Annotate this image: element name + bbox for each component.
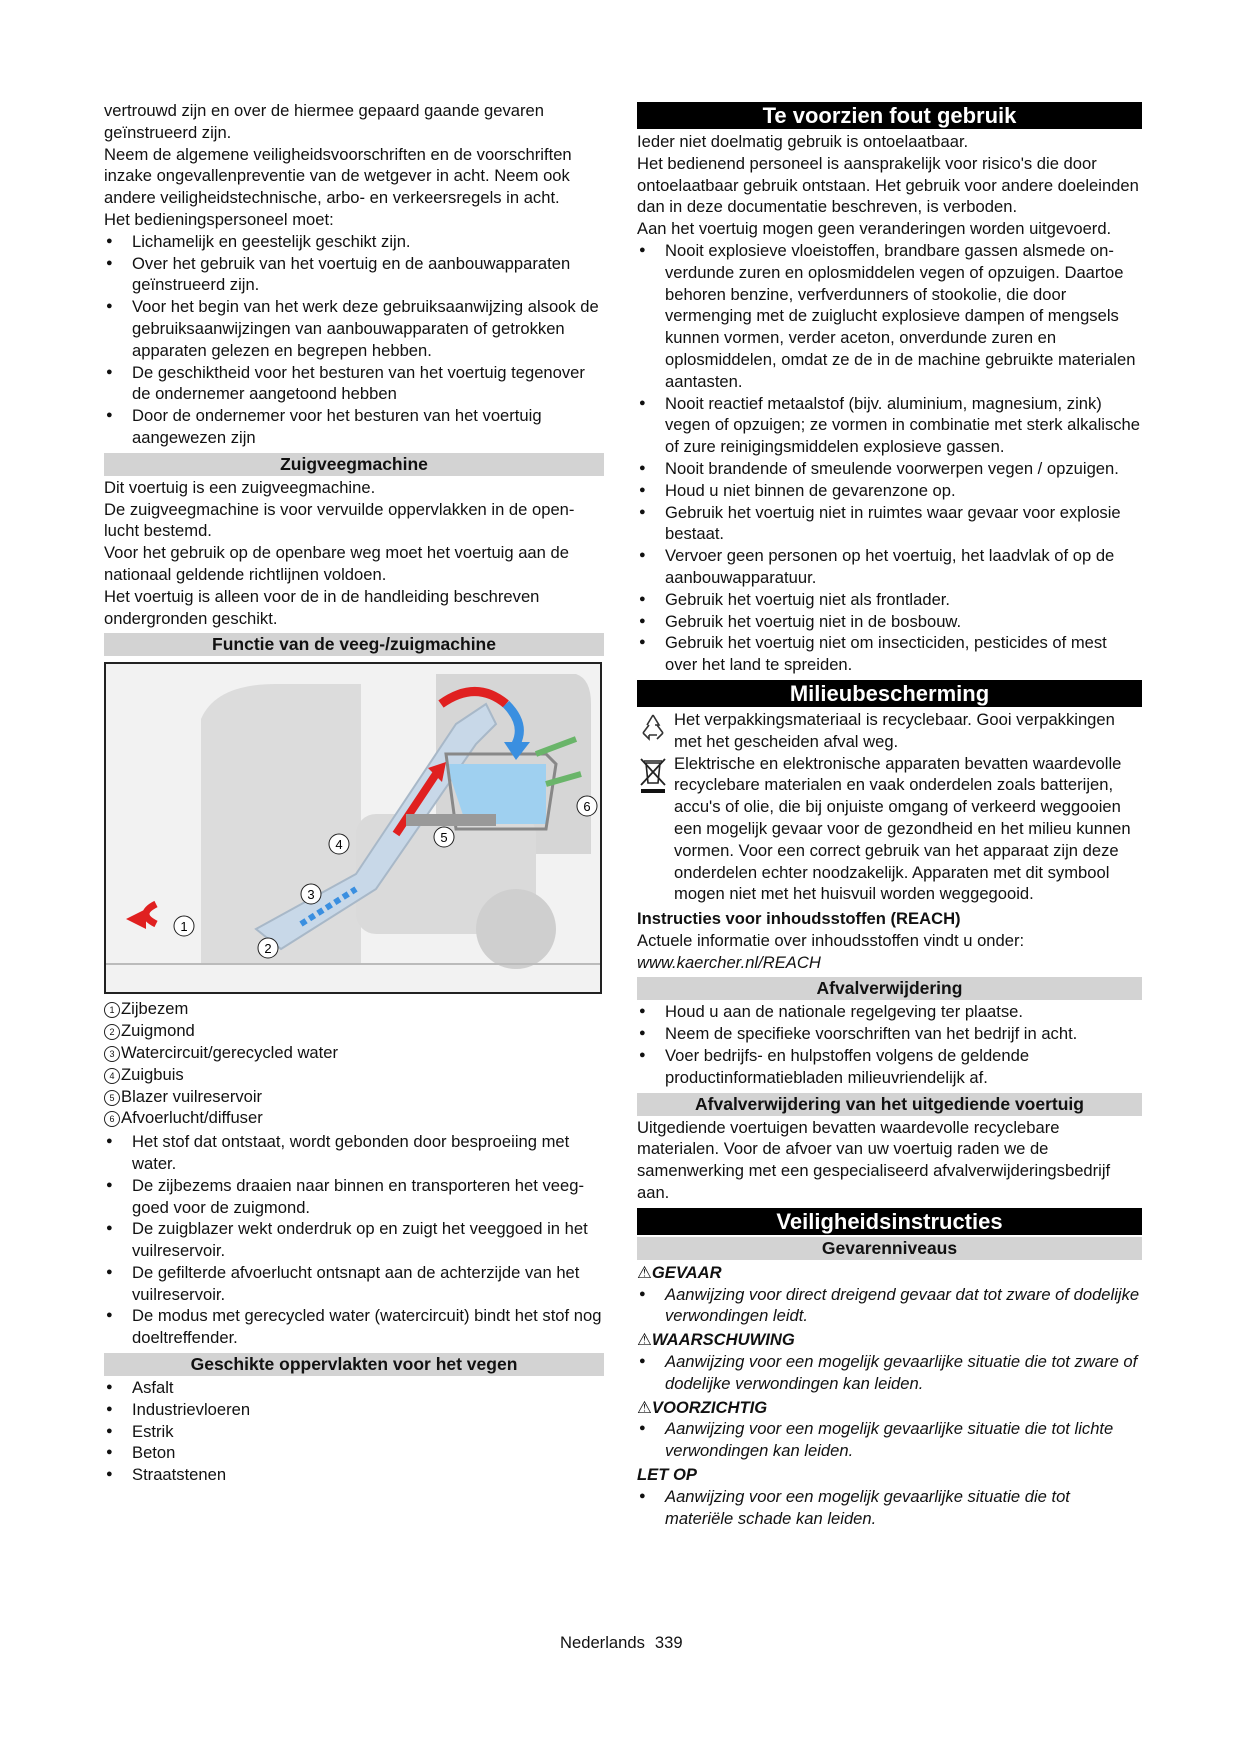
hazard-level-list xyxy=(637,1284,1142,1328)
legend-text: Blazer vuilreservoir xyxy=(121,1086,263,1106)
paragraph: Aan het voertuig mogen geen veranderingen worden uitgevoerd. xyxy=(637,219,1112,239)
sweeper-function-figure xyxy=(104,662,602,994)
regulations-text: Neem de algemene veiligheidsvoorschriften en de voorschriften inzake ongevallenpreventie van de wetgever in acht. Neem ook andere veiligheidstechnische, arbo- en verkeersregels in acht. xyxy=(104,144,572,208)
recycle-note xyxy=(637,709,1142,753)
legend-text: Watercircuit/gerecycled water xyxy=(121,1042,339,1062)
list-item: ● Door de ondernemer voor het besturen van het voertuig aangewezen zijn xyxy=(104,405,604,449)
page-footer xyxy=(560,1633,693,1653)
list-item: ● Aanwijzing voor een mogelijk gevaarlijke situatie die tot lichte verwondingen kan leiden. xyxy=(637,1418,1142,1462)
list-item: ● Het stof dat ontstaat, wordt gebonden door besproeiing met water. xyxy=(104,1131,604,1175)
callout-label: 1 xyxy=(180,919,188,935)
list-item: ● Lichamelijk en geestelijk geschikt zijn. xyxy=(104,231,604,253)
legend-text: Zuigmond xyxy=(121,1021,195,1041)
callout-label: 4 xyxy=(335,837,343,853)
list-item: ● Aanwijzing voor direct dreigend gevaar dat tot zware of dodelijke verwondingen leidt. xyxy=(637,1284,1142,1328)
section-heading-misuse: Te voorzien fout gebruik xyxy=(637,102,1142,129)
blower-shape xyxy=(406,814,496,826)
section-heading-surfaces: Geschikte oppervlakten voor het vegen xyxy=(104,1353,604,1376)
reach-label: Actuele informatie over inhoudsstoffen vindt u onder: xyxy=(637,930,1025,950)
callout-label: 2 xyxy=(264,941,272,957)
section-heading-vehicle-disposal: Afvalverwijdering van het uitgediende voertuig xyxy=(637,1093,1142,1116)
wheel-shape xyxy=(476,889,556,969)
legend-number: 3 xyxy=(104,1046,120,1062)
flow-arrow-head xyxy=(126,909,146,929)
sweeper-diagram xyxy=(106,664,600,992)
reach-link[interactable]: www.kaercher.nl/REACH xyxy=(637,952,821,972)
list-item: ● Vervoer geen personen op het voertuig, het laadvlak of op de aanbouwapparatuur. xyxy=(637,545,1142,589)
section-heading-safety: Veiligheidsinstructies xyxy=(637,1208,1142,1235)
function-bullets xyxy=(104,1131,604,1349)
list-item: ● Gebruik het voertuig niet in de bosbouw. xyxy=(637,611,1142,633)
legend-text: Zijbezem xyxy=(121,999,189,1019)
callout-label: 3 xyxy=(307,887,315,903)
recycle-text: Het verpakkingsmateriaal is recyclebaar. Gooi verpakkingen met het gescheiden afval weg. xyxy=(674,709,1115,751)
list-item: ● De gefilterde afvoerlucht ontsnapt aan de achterzijde van het vuilreservoir. xyxy=(104,1262,604,1306)
legend-text: Afvoerlucht/diffuser xyxy=(121,1108,263,1128)
paragraph: Ieder niet doelmatig gebruik is ontoelaatbaar. xyxy=(637,132,969,151)
hazard-level-list xyxy=(637,1486,1142,1530)
list-item: ● Gebruik het voertuig niet in ruimtes waar gevaar voor explosie bestaat. xyxy=(637,502,1142,546)
hazard-level-title: ⚠GEVAAR xyxy=(637,1262,722,1282)
legend-number: 4 xyxy=(104,1068,120,1084)
operators-intro: Het bedieningspersoneel moet: xyxy=(104,209,334,229)
list-item: ● Gebruik het voertuig niet als frontlader. xyxy=(637,589,1142,611)
section-heading-function: Functie van de veeg-/zuigmachine xyxy=(104,633,604,656)
left-column xyxy=(104,100,604,1486)
list-item: ● Voer bedrijfs- en hulpstoffen volgens de geldende productinformatiebladen milieuvriendelijk af. xyxy=(637,1045,1142,1089)
list-item: ● Neem de specifieke voorschriften van het bedrijf in acht. xyxy=(637,1023,1142,1045)
list-item: ● Asfalt xyxy=(104,1377,604,1399)
paragraph: Dit voertuig is een zuigveegmachine. xyxy=(104,477,376,497)
list-item: ● De modus met gerecycled water (watercircuit) bindt het stof nog doeltreffender. xyxy=(104,1305,604,1349)
legend-item xyxy=(104,1064,604,1086)
paragraph: Het bedienend personeel is aansprakelijk voor risico's die door ontoelaatbaar gebruik ontstaan. Het gebruik voor andere doeleinden dan in deze documentatie beschreven, is verboden. xyxy=(637,153,1139,217)
footer-language: Nederlands xyxy=(560,1633,645,1652)
list-item: ● Aanwijzing voor een mogelijk gevaarlijke situatie die tot zware of dodelijke verwondingen kan leiden. xyxy=(637,1351,1142,1395)
callout-label: 5 xyxy=(440,830,448,846)
page-number: 339 xyxy=(654,1633,683,1652)
reach-heading: Instructies voor inhoudsstoffen (REACH) xyxy=(637,909,961,929)
recycle-icon xyxy=(637,711,669,743)
legend-number: 2 xyxy=(104,1024,120,1040)
weee-text: Elektrische en elektronische apparaten bevatten waardevolle recyclebare materialen en vaak onderdelen zoals batterijen, accu's of olie, die bij onjuiste omgang of verkeerd weggooien een mogelijk gevaar voor de gezondheid en het milieu kunnen vormen. Voor een correct gebruik van het apparaat zijn deze onderdelen echter noodzakelijk. Apparaten met dit symbool mogen niet met het huisvuil worden weggegooid. xyxy=(674,753,1131,904)
legend-item xyxy=(104,1042,604,1064)
list-item: ● Aanwijzing voor een mogelijk gevaarlijke situatie die tot materiële schade kan leiden. xyxy=(637,1486,1142,1530)
section-heading-disposal: Afvalverwijdering xyxy=(637,977,1142,1000)
list-item: ● Gebruik het voertuig niet om insecticiden, pesticides of mest over het land te spreiden. xyxy=(637,632,1142,676)
list-item: ● Straatstenen xyxy=(104,1464,604,1486)
list-item: ● Over het gebruik van het voertuig en de aanbouwapparaten geïnstrueerd zijn. xyxy=(104,253,604,297)
legend-item xyxy=(104,1086,604,1108)
list-item: ● De zuigblazer wekt onderdruk op en zuigt het veeggoed in het vuilreservoir. xyxy=(104,1218,604,1262)
legend-text: Zuigbuis xyxy=(121,1064,184,1084)
section-heading-sweeper: Zuigveegmachine xyxy=(104,453,604,476)
misuse-list xyxy=(637,240,1142,676)
list-item: ● Industrievloeren xyxy=(104,1399,604,1421)
legend-item xyxy=(104,998,604,1020)
legend-item xyxy=(104,1020,604,1042)
hazard-level-title: LET OP xyxy=(637,1465,697,1485)
legend-number: 5 xyxy=(104,1090,120,1106)
callout-label: 6 xyxy=(583,799,591,815)
surfaces-list xyxy=(104,1377,604,1486)
list-item: ● Beton xyxy=(104,1442,604,1464)
list-item: ● Voor het begin van het werk deze gebruiksaanwijzing alsook de gebruiksaanwijzingen van aanbouwapparaten of getrokken apparaten gelezen en begrepen hebben. xyxy=(104,296,604,361)
paragraph: Het voertuig is alleen voor de in de handleiding beschreven ondergronden geschikt. xyxy=(104,586,540,628)
paragraph: De zuigveegmachine is voor vervuilde oppervlakken in de open-lucht bestemd. xyxy=(104,499,575,541)
weee-note xyxy=(637,753,1142,906)
hazard-level-list xyxy=(637,1418,1142,1462)
flow-arrow xyxy=(146,904,156,924)
subheading-hazard-levels: Gevarenniveaus xyxy=(637,1237,1142,1260)
operator-requirements-list xyxy=(104,231,604,449)
intro-text: vertrouwd zijn en over de hiermee gepaard gaande gevaren geïnstrueerd zijn. xyxy=(104,101,545,142)
hazard-level-title: ⚠VOORZICHTIG xyxy=(637,1397,768,1417)
list-item: ● Estrik xyxy=(104,1421,604,1443)
list-item: ● De zijbezems draaien naar binnen en transporteren het veeg-goed voor de zuigmond. xyxy=(104,1175,604,1219)
list-item: ● Nooit brandende of smeulende voorwerpen vegen / opzuigen. xyxy=(637,458,1142,480)
hazard-level-list xyxy=(637,1351,1142,1395)
paragraph: Voor het gebruik op de openbare weg moet het voertuig aan de nationaal geldende richtlijnen voldoen. xyxy=(104,543,569,584)
list-item: ● De geschiktheid voor het besturen van het voertuig tegenover de ondernemer aangetoond hebben xyxy=(104,362,604,406)
reach-text xyxy=(637,930,1142,974)
list-item: ● Houd u niet binnen de gevarenzone op. xyxy=(637,480,1142,502)
right-column xyxy=(637,100,1142,1529)
legend-number: 6 xyxy=(104,1111,120,1127)
paragraph: Uitgediende voertuigen bevatten waardevolle recyclebare materialen. Voor de afvoer van uw voertuig raden we de samenwerking met een gespecialiseerd afvalverwijderingsbedrijf aan. xyxy=(637,1117,1111,1203)
section-heading-environment: Milieubescherming xyxy=(637,680,1142,707)
list-item: ● Houd u aan de nationale regelgeving ter plaatse. xyxy=(637,1001,1142,1023)
hazard-level-title: ⚠WAARSCHUWING xyxy=(637,1330,795,1350)
legend-item xyxy=(104,1107,604,1129)
crossed-bin-icon xyxy=(637,755,669,795)
list-item: ● Nooit explosieve vloeistoffen, brandbare gassen alsmede on-verdunde zuren en oplosmiddelen vegen of opzuigen. Daartoe behoren benzine, verfverdunners of stookolie, die door vermenging met de zuiglucht explosieve dampen of mengsels kunnen vormen, verder aceton, onverdunde zuren en oplosmiddelen, omdat ze de in de machine gebruikte materialen aantasten. xyxy=(637,240,1142,393)
legend-number: 1 xyxy=(104,1002,120,1018)
disposal-list xyxy=(637,1001,1142,1088)
list-item: ● Nooit reactief metaalstof (bijv. aluminium, magnesium, zink) vegen of opzuigen; ze vormen in combinatie met sterk alkalische of zure reinigingsmiddelen explosieve gassen. xyxy=(637,393,1142,458)
figure-legend xyxy=(104,998,604,1129)
